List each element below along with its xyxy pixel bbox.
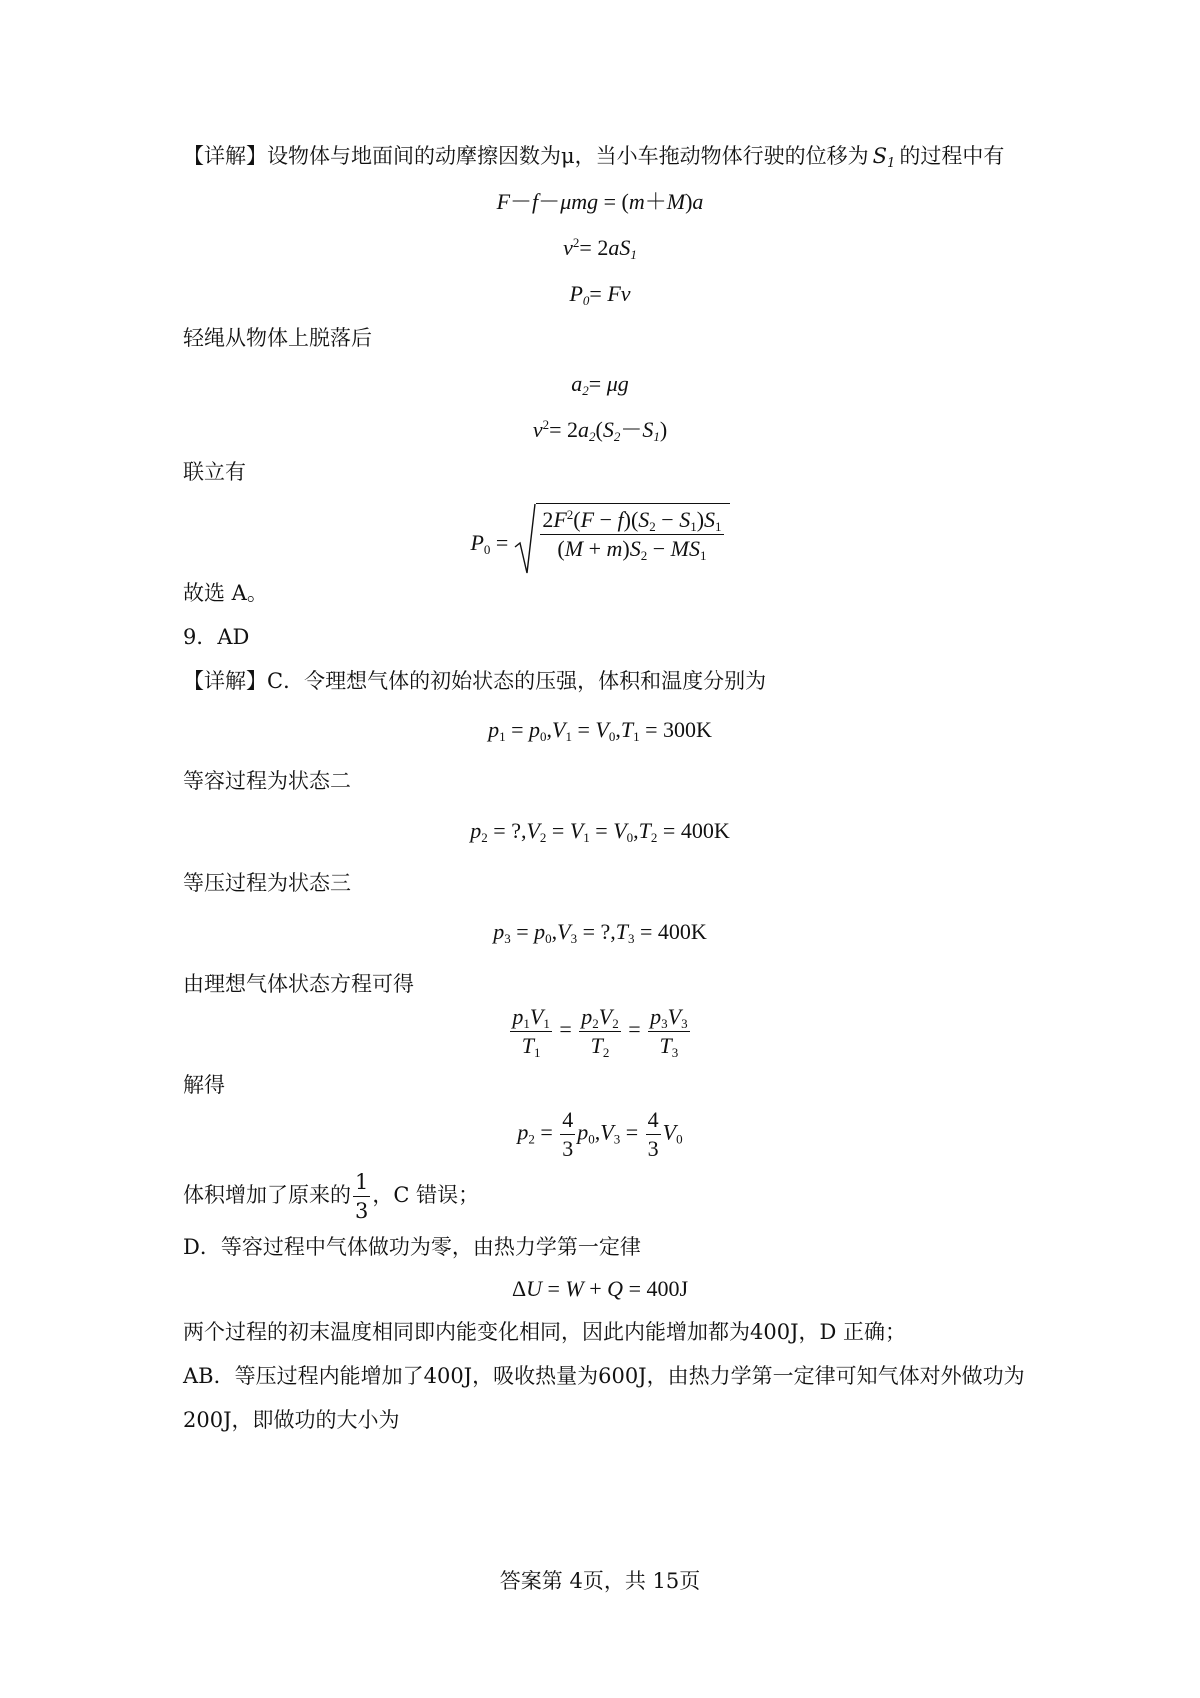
text-choose: 故选 A。 xyxy=(183,581,268,605)
sub-1: 1 xyxy=(887,156,896,171)
equation-12: ΔU = W + Q = 400J xyxy=(511,1276,689,1301)
equation-2: $v^2= 2aS_1$ xyxy=(563,235,637,262)
text-isochoric: 等容过程为状态二 xyxy=(183,769,351,793)
text-work-line: 200J，即做功的大小为 xyxy=(183,1408,400,1432)
equation-5: $v^2= 2a_2(S_2-S_1)$ xyxy=(532,417,668,444)
text-volume-increase: 体积增加了原来的 $\frac{1}{3}$ ，C 错误； xyxy=(183,1170,480,1223)
radical-sign: $\frac{2F^2(F - f)(S_2 - S_1)S_1}{(M + m)S_2 - MS_1}$ xyxy=(514,503,729,583)
text-d-line: D．等容过程中气体做功为零，由热力学第一定律 xyxy=(183,1235,641,1259)
text-same-temp: 两个过程的初末温度相同即内能变化相同，因此内能增加都为400J，D 正确； xyxy=(183,1320,907,1344)
text-after-rope: 轻绳从物体上脱落后 xyxy=(183,326,372,350)
vol-inc-text: 体积增加了原来的 xyxy=(183,1183,351,1207)
equation-4: $a_2= \mu g$ xyxy=(571,371,629,398)
page-footer: 答案第 4页，共 15页 xyxy=(499,1569,701,1593)
text-from-eq: 由理想气体状态方程可得 xyxy=(183,972,414,996)
equation-9: $p_3 = p_0,V_3$ = $?,T_3 = 400K$ xyxy=(493,919,707,946)
q9-detail: 【详解】C．令理想气体的初始状态的压强，体积和温度分别为 xyxy=(183,669,767,693)
text-p1-tail: 的过程中有 xyxy=(899,144,1005,168)
text-solve: 解得 xyxy=(183,1073,225,1097)
vol-inc-tail: ，C 错误； xyxy=(372,1183,480,1207)
detail-paragraph-1 xyxy=(183,141,1004,171)
text-p1: 【详解】设物体与地面间的动摩擦因数为μ，当小车拖动物体行驶的位移为 xyxy=(183,144,869,168)
text-ab-line: AB．等压过程内能增加了400J，吸收热量为600J，由热力学第一定律可知气体对外做功为 xyxy=(183,1364,1025,1388)
equation-10: $\frac{p_1V_1}{T_1}$ = $\frac{p_2V_2}{T_2}$ = $\frac{p_3V_3}{T_3}$ xyxy=(512,1004,688,1060)
text-isobaric: 等压过程为状态三 xyxy=(183,871,351,895)
equation-11: $p_2$ = $\frac{4}{3}$ $p_0,V_3$ = $\frac{4}{3}$ $V_0$ xyxy=(517,1107,683,1161)
sqrt-icon xyxy=(514,503,536,575)
equation-7: $p_1 = p_0,V_1 = V_0,T_1 = 300K$ xyxy=(488,717,712,744)
equation-6: $P_0$ = $\frac{2F^2(F - f)(S_2 - S_1)S_1}{(M + m)S_2 - MS_1}$ xyxy=(0,503,1200,575)
equation-1: F－f－μmg = (m＋M)a xyxy=(496,189,704,214)
var-s: S xyxy=(872,144,888,168)
question-9-answer: 9．AD xyxy=(183,625,250,649)
equation-8: $p_2$ = $?,V_2 = V_1 = V_0,T_2 = 400K$ xyxy=(470,818,730,845)
text-combine: 联立有 xyxy=(183,460,246,484)
equation-3: $P_0= Fv$ xyxy=(569,281,631,308)
